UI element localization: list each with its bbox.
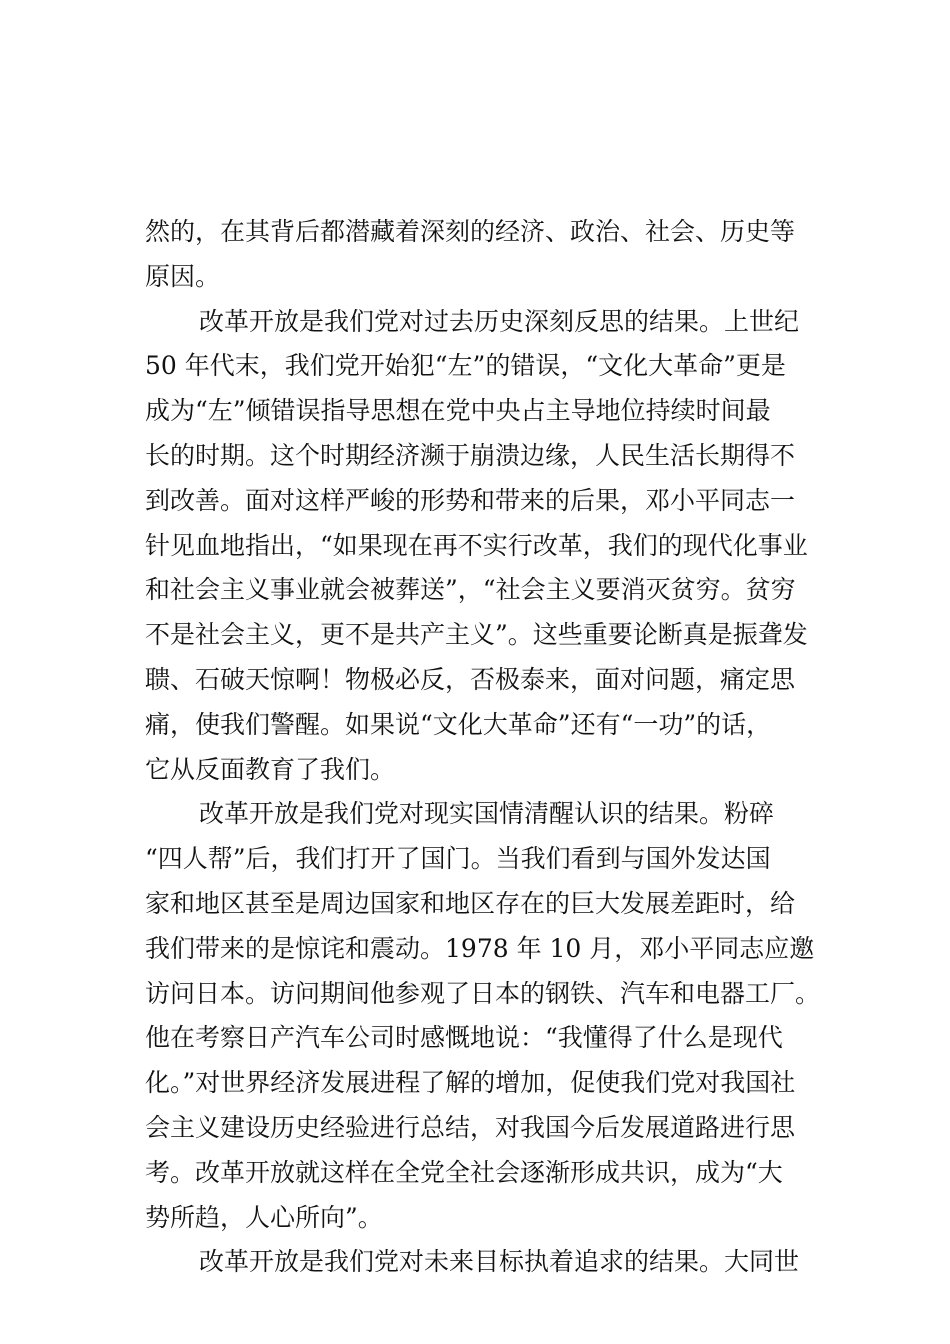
text-line: 改革开放是我们党对过去历史深刻反思的结果。上世纪 (199, 306, 800, 336)
text-line: 不是社会主义，更不是共产主义”。这些重要论断真是振聋发 (145, 620, 808, 650)
text-line: 聩、石破天惊啊！物极必反，否极泰来，面对问题，痛定思 (145, 664, 796, 694)
text-line: 我们带来的是惊诧和震动。1978 年 10 月，邓小平同志应邀 (145, 933, 815, 963)
text-line: “四人帮”后，我们打开了国门。当我们看到与国外发达国 (145, 844, 771, 874)
text-line: 会主义建设历史经验进行总结，对我国今后发展道路进行思 (145, 1112, 796, 1142)
text-line: 他在考察日产汽车公司时感慨地说：“我懂得了什么是现代 (145, 1023, 783, 1053)
text-line: 势所趋，人心所向”。 (145, 1202, 383, 1232)
text-line: 改革开放是我们党对未来目标执着追求的结果。大同世 (199, 1247, 800, 1277)
text-line: 成为“左”倾错误指导思想在党中央占主导地位持续时间最 (145, 396, 771, 426)
text-line: 长的时期。这个时期经济濒于崩溃边缘，人民生活长期得不 (145, 440, 796, 470)
paragraph (145, 210, 845, 300)
text-line: 它从反面教育了我们。 (145, 754, 396, 784)
text-line: 原因。 (145, 261, 221, 291)
text-line: 然的，在其背后都潜藏着深刻的经济、政治、社会、历史等 (145, 217, 796, 246)
text-line: 针见血地指出，“如果现在再不实行改革，我们的现代化事业 (145, 530, 808, 560)
paragraph (145, 792, 845, 1240)
paragraph (145, 300, 845, 793)
text-line: 痛，使我们警醒。如果说“文化大革命”还有“一功”的话， (145, 709, 772, 739)
text-line: 和社会主义事业就会被葬送”，“社会主义要消灭贫穷。贫穷 (145, 575, 796, 605)
text-line: 改革开放是我们党对现实国情清醒认识的结果。粉碎 (199, 799, 775, 829)
document-body (145, 210, 845, 1285)
paragraph (145, 1240, 845, 1285)
text-line: 到改善。面对这样严峻的形势和带来的后果，邓小平同志一 (145, 485, 796, 515)
text-line: 考。改革开放就这样在全党全社会逐渐形成共识，成为“大 (145, 1157, 783, 1187)
text-line: 化。”对世界经济发展进程了解的增加，促使我们党对我国社 (145, 1068, 796, 1098)
text-line: 访问日本。访问期间他参观了日本的钢铁、汽车和电器工厂。 (145, 978, 821, 1008)
text-line: 家和地区甚至是周边国家和地区存在的巨大发展差距时，给 (145, 888, 796, 918)
text-line: 50 年代末，我们党开始犯“左”的错误，“文化大革命”更是 (145, 351, 786, 381)
